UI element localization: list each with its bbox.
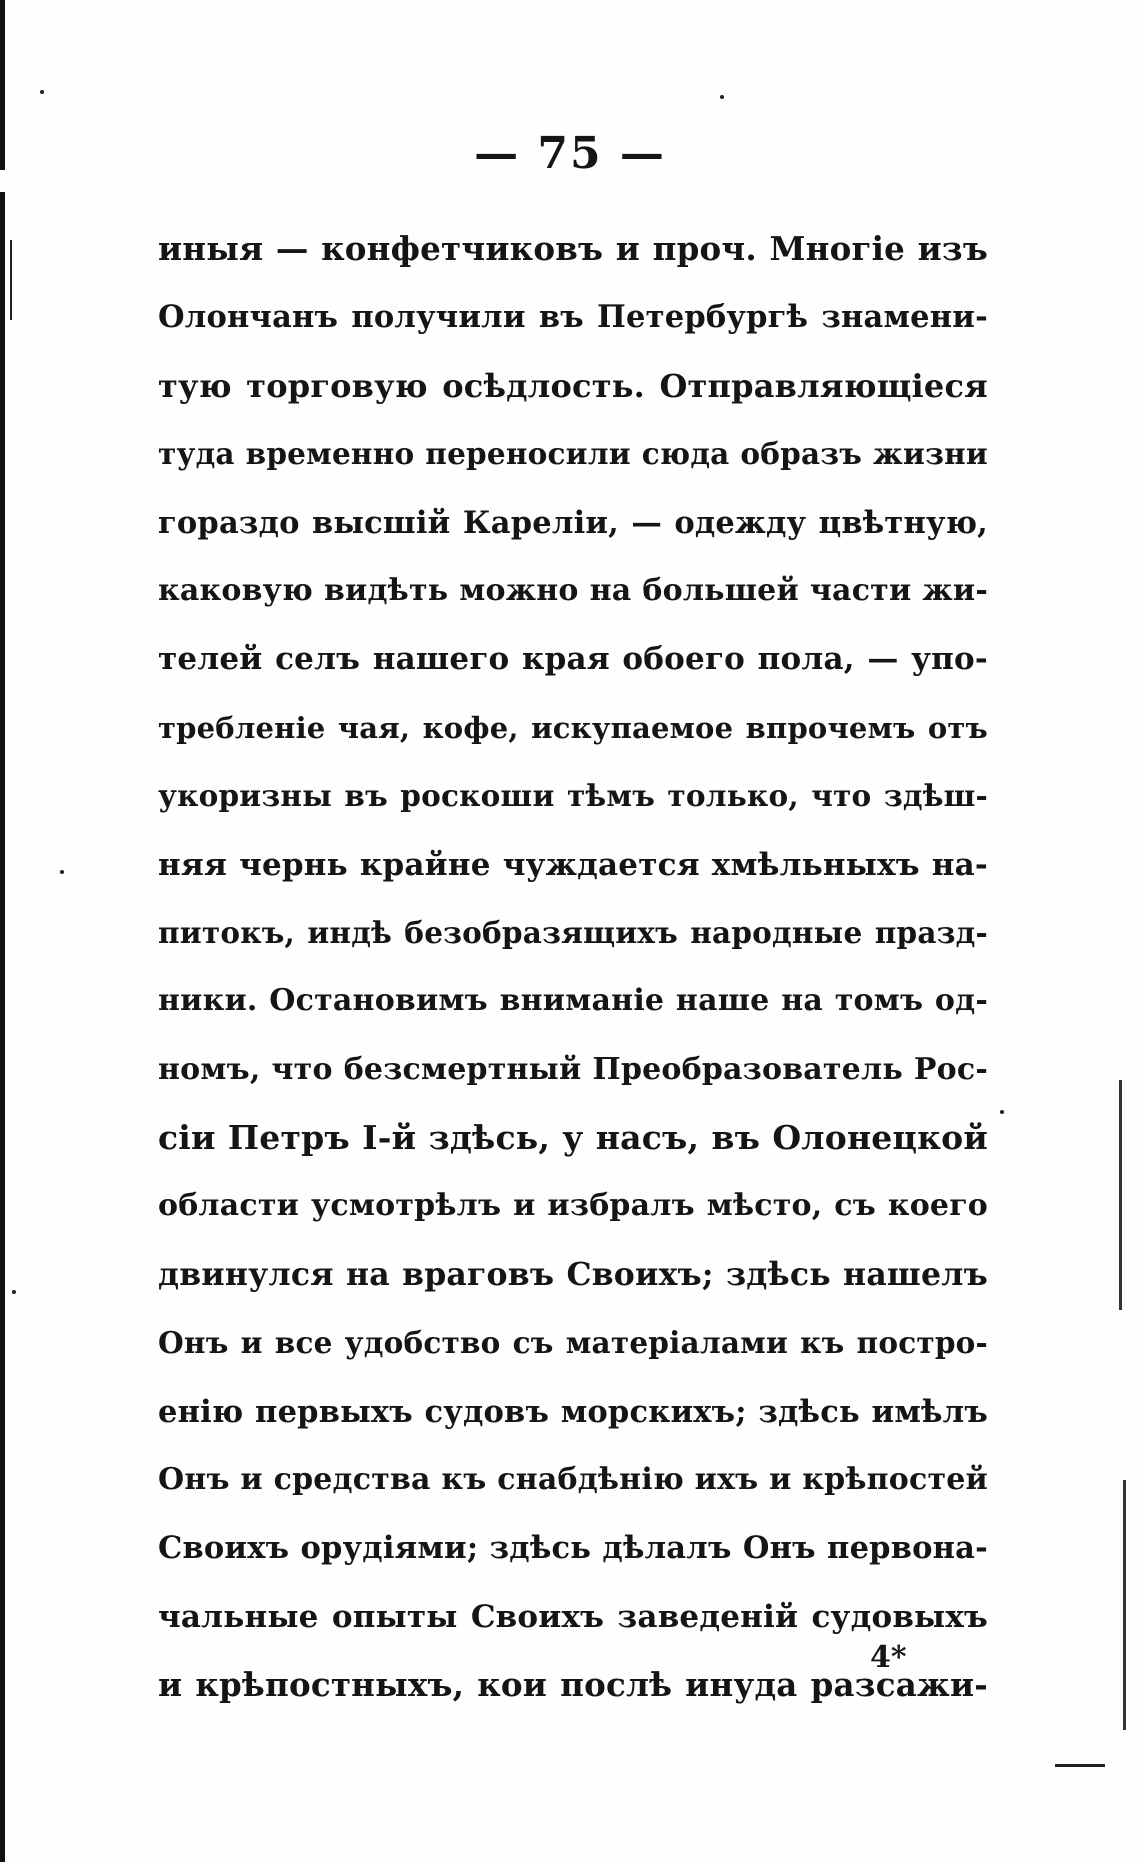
scan-speck (720, 95, 724, 99)
text-line: ники. Остановимъ вниманіе наше на томъ од- (158, 983, 988, 1019)
text-line: двинулся на враговъ Своихъ; здѣсь нашелъ (158, 1255, 988, 1293)
scan-mark-left (10, 240, 12, 320)
text-line: укоризны въ роскоши тѣмъ только, что здѣш- (158, 778, 988, 814)
text-line: каковую видѣть можно на большей части жи- (158, 572, 988, 608)
page-number: — 75 — (474, 128, 666, 179)
text-line: Олончанъ получили въ Петербургѣ знамени- (158, 299, 988, 336)
text-line: сіи Петръ I-й здѣсь, у насъ, въ Олонецкой (158, 1118, 988, 1158)
scan-edge-left (0, 0, 5, 1862)
text-line: питокъ, индѣ безобразящихъ народные празд- (158, 914, 988, 950)
printer-signature-mark: 4* (870, 1640, 907, 1675)
text-line: енію первыхъ судовъ морскихъ; здѣсь имѣлъ (158, 1393, 988, 1430)
text-line: Онъ и средства къ снабдѣнію ихъ и крѣпостей (158, 1462, 988, 1498)
text-line: области усмотрѣлъ и избралъ мѣсто, съ коего (158, 1188, 988, 1224)
text-line: номъ, что безсмертный Преобразователь Рос- (158, 1051, 988, 1087)
text-line: требленіе чая, кофе, искупаемое впрочемъ отъ (158, 710, 988, 745)
text-line: иныя — конфетчиковъ и проч. Многіе изъ (158, 229, 988, 268)
text-line: туда временно переносили сюда образъ жизни (158, 436, 988, 472)
text-line: телей селъ нашего края обоего пола, — упо- (158, 641, 988, 678)
scan-speck (12, 1290, 16, 1294)
text-line: гораздо высшій Кареліи, — одежду цвѣтную, (158, 504, 988, 541)
scan-speck (1000, 1110, 1004, 1114)
scan-speck (60, 870, 64, 874)
text-line: Своихъ орудіями; здѣсь дѣлалъ Онъ первона- (158, 1530, 988, 1567)
text-line: Онъ и все удобство съ матеріалами къ постро- (158, 1325, 988, 1361)
body-text (158, 215, 988, 1720)
text-line: тую торговую осѣдлость. Отправляющіеся (158, 366, 988, 405)
scan-edge-right (1119, 1080, 1122, 1310)
text-line: няя чернь крайне чуждается хмѣльныхъ на- (158, 846, 988, 883)
scan-edge-right-lower (1123, 1480, 1126, 1730)
scan-speck (40, 90, 44, 94)
text-line: и крѣпостныхъ, кои послѣ инуда разсажи- (158, 1665, 988, 1705)
text-line: чальные опыты Своихъ заведеній судовыхъ (158, 1598, 988, 1635)
scan-mark-bottom (1055, 1764, 1105, 1767)
